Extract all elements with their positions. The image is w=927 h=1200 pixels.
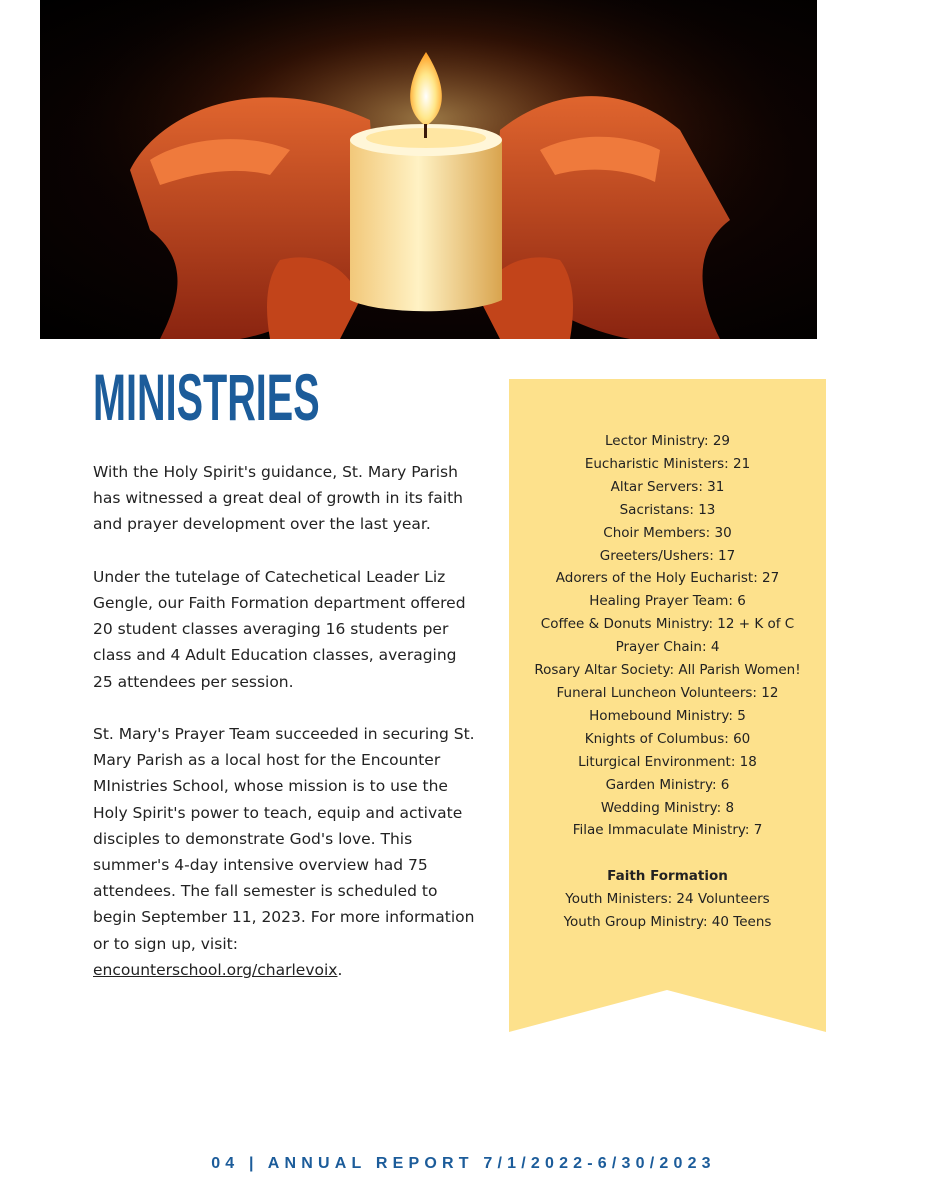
link-suffix: .: [337, 960, 343, 979]
list-item: Prayer Chain: 4: [615, 639, 720, 656]
list-item: Sacristans: 13: [619, 501, 716, 518]
list-item: Adorers of the Holy Eucharist: 27: [555, 570, 780, 587]
list-item: Lector Ministry: 29: [604, 433, 730, 449]
list-item: Healing Prayer Team: 6: [589, 593, 746, 610]
list-item: Coffee & Donuts Ministry: 12 + K of C: [540, 616, 795, 633]
list-item: Youth Group Ministry: 40 Teens: [563, 914, 772, 931]
list-item: Knights of Columbus: 60: [584, 730, 751, 747]
list-item: Garden Ministry: 6: [605, 776, 730, 793]
list-item: Homebound Ministry: 5: [589, 707, 746, 724]
list-item: Filae Immaculate Ministry: 7: [572, 822, 763, 839]
ministries-banner: [509, 379, 826, 1032]
paragraph: Under the tutelage of Catechetical Leader Liz Gengle, our Faith Formation department offered 20 student classes averaging 16 students per class and 4 Adult Education classes, averaging 25 attendees per session.: [93, 567, 466, 691]
list-item: Youth Ministers: 24 Volunteers: [565, 891, 770, 908]
list-item: Altar Servers: 31: [610, 478, 725, 495]
page-footer: 04 | ANNUAL REPORT 7/1/2022-6/30/2023: [211, 1155, 716, 1172]
paragraph: [93, 721, 478, 983]
spacer: [509, 842, 826, 865]
paragraph: With the Holy Spirit's guidance, St. Mary Parish has witnessed a great deal of growth in its faith and prayer development over the last year.: [93, 463, 463, 534]
hero-candle-photo: [40, 0, 817, 339]
list-item: Greeters/Ushers: 17: [599, 547, 736, 564]
list-item: Liturgical Environment: 18: [578, 753, 757, 770]
list-item: Choir Members: 30: [603, 524, 732, 541]
body-text: [93, 459, 478, 1009]
paragraph-text: St. Mary's Prayer Team succeeded in securing St. Mary Parish as a local host for the Encounter MInistries School, whose mission is to use the Holy Spirit's power to teach, equip and activate disciples to demonstrate God's love. This summer's 4-day intensive overview had 75 attendees. The fall semester is scheduled to begin September 11, 2023. For more information or to sign up, visit:: [93, 725, 475, 953]
page-title: MINISTRIES: [93, 360, 320, 434]
list-item: Wedding Ministry: 8: [600, 799, 735, 816]
list-item: Funeral Luncheon Volunteers: 12: [556, 684, 779, 701]
encounter-school-link[interactable]: encounterschool.org/charlevoix: [93, 960, 338, 979]
faith-formation-heading: Faith Formation: [607, 868, 728, 885]
list-item: Eucharistic Ministers: 21: [584, 455, 751, 472]
ministries-list: [509, 430, 826, 934]
list-item: Rosary Altar Society: All Parish Women!: [534, 662, 801, 679]
